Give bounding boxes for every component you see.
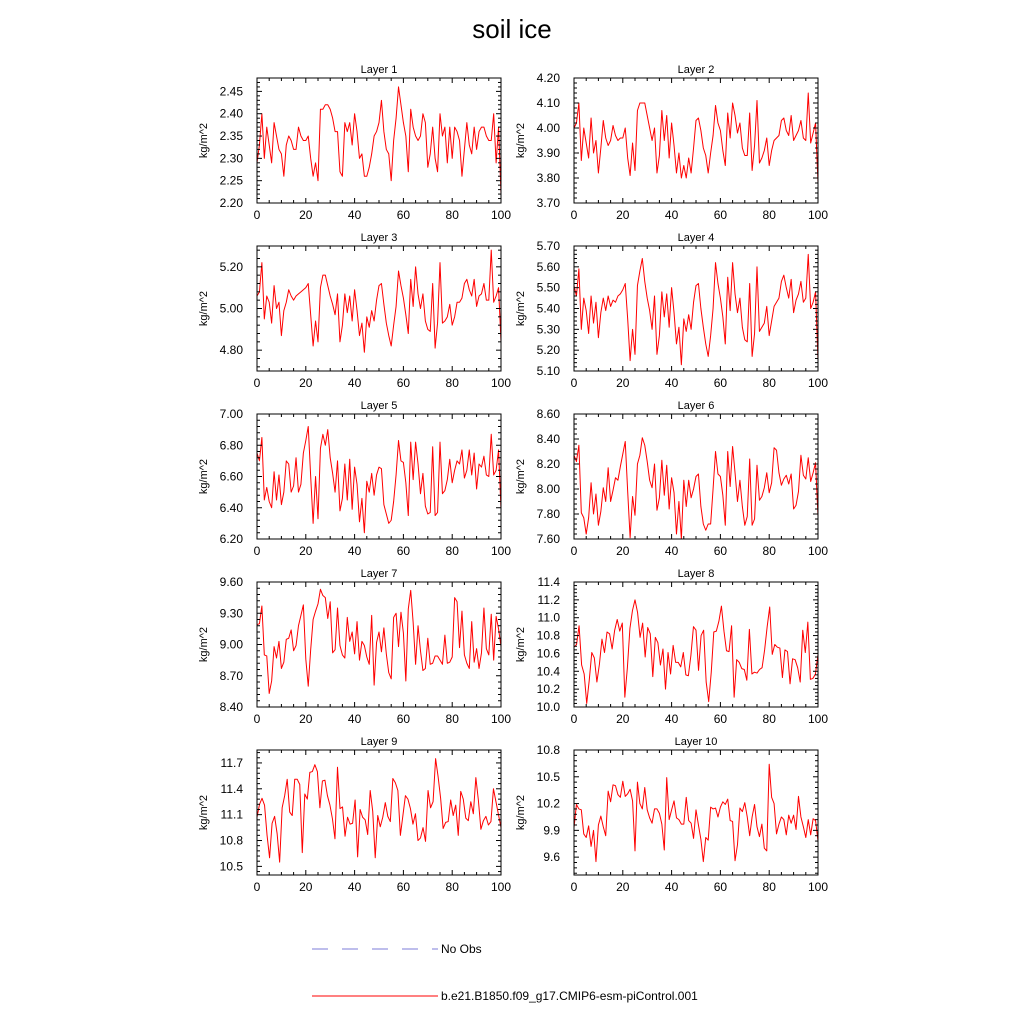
x-tick-label: 100 — [807, 208, 829, 222]
y-tick-label: 11.0 — [537, 610, 560, 625]
y-tick-label: 3.90 — [536, 146, 560, 160]
y-tick-label: 5.10 — [536, 364, 560, 378]
y-tick-label: 8.40 — [219, 700, 243, 714]
panel-title: Layer 10 — [674, 736, 718, 748]
y-tick-label: 9.9 — [543, 823, 560, 838]
plot-frame — [257, 246, 501, 371]
panel-layer-3 — [198, 232, 511, 390]
x-tick-label: 100 — [490, 208, 512, 222]
series-line — [574, 254, 818, 364]
x-tick-label: 20 — [616, 544, 630, 558]
y-tick-label: 10.8 — [536, 743, 560, 757]
y-axis-label: kg/m^2 — [198, 626, 210, 663]
panel-layer-8 — [515, 568, 828, 726]
y-tick-label: 11.2 — [537, 592, 560, 607]
y-axis-label: kg/m^2 — [515, 290, 527, 327]
y-tick-label: 11.1 — [220, 807, 243, 822]
x-tick-label: 100 — [490, 544, 512, 558]
y-tick-label: 7.00 — [219, 407, 243, 421]
y-tick-label: 10.0 — [536, 700, 560, 714]
y-tick-label: 5.20 — [536, 343, 560, 358]
series-line — [574, 600, 818, 704]
y-tick-label: 8.00 — [536, 482, 560, 496]
x-tick-label: 60 — [396, 544, 411, 558]
y-tick-label: 2.35 — [219, 129, 243, 144]
y-tick-label: 11.4 — [220, 781, 243, 796]
x-tick-label: 80 — [762, 208, 776, 222]
y-tick-label: 10.5 — [536, 769, 560, 784]
y-tick-label: 2.20 — [219, 196, 243, 210]
x-tick-label: 60 — [396, 880, 411, 894]
legend-obs-label: No Obs — [441, 942, 482, 956]
x-tick-label: 40 — [664, 880, 679, 894]
y-tick-label: 8.40 — [536, 432, 560, 446]
y-tick-label: 8.20 — [536, 457, 560, 471]
x-tick-label: 20 — [616, 880, 630, 894]
y-axis-label: kg/m^2 — [515, 122, 527, 159]
x-tick-label: 0 — [253, 208, 261, 222]
panel-title: Layer 6 — [677, 400, 715, 412]
y-tick-label: 9.00 — [219, 637, 243, 652]
panel-title: Layer 8 — [677, 568, 715, 580]
x-tick-label: 40 — [347, 208, 362, 222]
y-tick-label: 3.80 — [536, 171, 560, 185]
x-tick-label: 0 — [253, 376, 261, 390]
series-line — [257, 427, 501, 533]
y-tick-label: 10.2 — [536, 796, 560, 811]
x-tick-label: 0 — [570, 712, 578, 726]
x-tick-label: 80 — [762, 544, 776, 558]
x-tick-label: 40 — [347, 544, 362, 558]
y-axis-label: kg/m^2 — [198, 122, 210, 159]
x-tick-label: 80 — [445, 208, 459, 222]
y-tick-label: 6.80 — [219, 438, 243, 453]
y-tick-label: 8.60 — [536, 407, 560, 421]
y-axis-label: kg/m^2 — [198, 290, 210, 327]
y-axis-label: kg/m^2 — [198, 458, 210, 495]
y-tick-label: 4.10 — [536, 96, 560, 110]
y-axis-label: kg/m^2 — [515, 458, 527, 495]
y-tick-label: 2.30 — [219, 151, 243, 166]
y-tick-label: 5.70 — [536, 239, 560, 253]
y-tick-label: 10.8 — [219, 833, 243, 848]
y-tick-label: 4.00 — [536, 121, 560, 135]
panel-layer-7 — [198, 568, 511, 726]
x-tick-label: 20 — [616, 376, 630, 390]
series-line — [574, 764, 818, 861]
x-tick-label: 100 — [490, 880, 512, 894]
legend-model-label: b.e21.B1850.f09_g17.CMIP6-esm-piControl.001 — [441, 989, 698, 1003]
x-tick-label: 60 — [713, 544, 728, 558]
panel-title: Layer 7 — [360, 568, 398, 580]
y-tick-label: 5.20 — [219, 259, 243, 274]
figure-title: soil ice — [472, 14, 552, 44]
y-tick-label: 10.2 — [536, 682, 560, 697]
x-tick-label: 40 — [664, 544, 679, 558]
x-tick-label: 40 — [664, 376, 679, 390]
plot-frame — [574, 582, 818, 707]
series-line — [257, 589, 501, 693]
plot-frame — [257, 750, 501, 875]
y-tick-label: 11.7 — [220, 755, 243, 770]
x-tick-label: 20 — [299, 376, 313, 390]
y-tick-label: 5.30 — [536, 322, 560, 337]
x-tick-label: 40 — [347, 880, 362, 894]
x-tick-label: 20 — [299, 712, 313, 726]
x-tick-label: 60 — [713, 712, 728, 726]
x-tick-label: 20 — [299, 880, 313, 894]
x-tick-label: 80 — [762, 712, 776, 726]
x-tick-label: 40 — [664, 208, 679, 222]
panel-layer-5 — [198, 400, 511, 558]
plot-frame — [574, 246, 818, 371]
x-tick-label: 80 — [445, 712, 459, 726]
panel-layer-9 — [198, 736, 511, 894]
x-tick-label: 100 — [807, 376, 829, 390]
y-tick-label: 9.6 — [543, 850, 560, 865]
y-tick-label: 10.8 — [536, 628, 560, 643]
x-tick-label: 100 — [807, 544, 829, 558]
y-tick-label: 5.60 — [536, 259, 560, 274]
x-tick-label: 80 — [445, 544, 459, 558]
x-tick-label: 60 — [713, 880, 728, 894]
series-line — [574, 93, 818, 183]
y-tick-label: 10.4 — [536, 664, 560, 679]
y-axis-label: kg/m^2 — [515, 626, 527, 663]
x-tick-label: 20 — [299, 544, 313, 558]
y-tick-label: 9.30 — [219, 606, 243, 621]
y-tick-label: 6.40 — [219, 500, 243, 515]
y-tick-label: 4.80 — [219, 343, 243, 358]
y-tick-label: 10.6 — [536, 646, 560, 661]
x-tick-label: 60 — [396, 376, 411, 390]
x-tick-label: 80 — [762, 880, 776, 894]
x-tick-label: 80 — [445, 880, 459, 894]
x-tick-label: 20 — [299, 208, 313, 222]
panel-layer-6 — [515, 400, 828, 558]
x-tick-label: 80 — [762, 376, 776, 390]
plot-frame — [257, 78, 501, 203]
x-tick-label: 0 — [570, 880, 578, 894]
plot-frame — [257, 582, 501, 707]
y-tick-label: 2.25 — [219, 173, 243, 188]
panel-layer-4 — [515, 232, 828, 390]
x-tick-label: 0 — [570, 376, 578, 390]
x-tick-label: 0 — [253, 544, 261, 558]
y-axis-label: kg/m^2 — [198, 794, 210, 831]
y-tick-label: 5.50 — [536, 280, 560, 295]
x-tick-label: 100 — [807, 880, 829, 894]
y-tick-label: 4.20 — [536, 71, 560, 85]
x-tick-label: 60 — [713, 376, 728, 390]
x-tick-label: 40 — [347, 712, 362, 726]
y-tick-label: 11.4 — [537, 575, 560, 589]
panel-layer-1 — [198, 64, 511, 222]
series-line — [257, 87, 501, 194]
x-tick-label: 40 — [347, 376, 362, 390]
x-tick-label: 100 — [490, 712, 512, 726]
y-tick-label: 7.60 — [536, 532, 560, 546]
x-tick-label: 0 — [253, 880, 261, 894]
x-tick-label: 60 — [713, 208, 728, 222]
x-tick-label: 100 — [490, 376, 512, 390]
x-tick-label: 20 — [616, 208, 630, 222]
panel-title: Layer 1 — [360, 64, 398, 76]
x-tick-label: 60 — [396, 208, 411, 222]
panel-layer-10 — [515, 736, 828, 894]
series-line — [257, 759, 501, 862]
x-tick-label: 0 — [570, 208, 578, 222]
x-tick-label: 0 — [570, 544, 578, 558]
y-tick-label: 5.40 — [536, 301, 560, 316]
x-tick-label: 20 — [616, 712, 630, 726]
y-tick-label: 6.60 — [219, 469, 243, 484]
x-tick-label: 80 — [445, 376, 459, 390]
y-tick-label: 2.45 — [219, 84, 243, 99]
y-tick-label: 5.00 — [219, 301, 243, 316]
y-tick-label: 6.20 — [219, 532, 243, 546]
y-tick-label: 7.80 — [536, 507, 560, 521]
x-tick-label: 100 — [807, 712, 829, 726]
x-tick-label: 40 — [664, 712, 679, 726]
series-line — [257, 250, 501, 352]
panel-layer-2 — [515, 64, 828, 222]
panel-title: Layer 3 — [360, 232, 398, 244]
x-tick-label: 0 — [253, 712, 261, 726]
panel-title: Layer 2 — [677, 64, 715, 76]
series-line — [574, 438, 818, 539]
y-tick-label: 3.70 — [536, 196, 560, 210]
y-tick-label: 10.5 — [219, 859, 243, 874]
panel-title: Layer 9 — [360, 736, 398, 748]
y-tick-label: 9.60 — [219, 575, 243, 589]
x-tick-label: 60 — [396, 712, 411, 726]
y-tick-label: 8.70 — [219, 668, 243, 683]
y-tick-label: 2.40 — [219, 106, 243, 121]
panel-title: Layer 5 — [360, 400, 398, 412]
panel-title: Layer 4 — [677, 232, 715, 244]
y-axis-label: kg/m^2 — [515, 794, 527, 831]
